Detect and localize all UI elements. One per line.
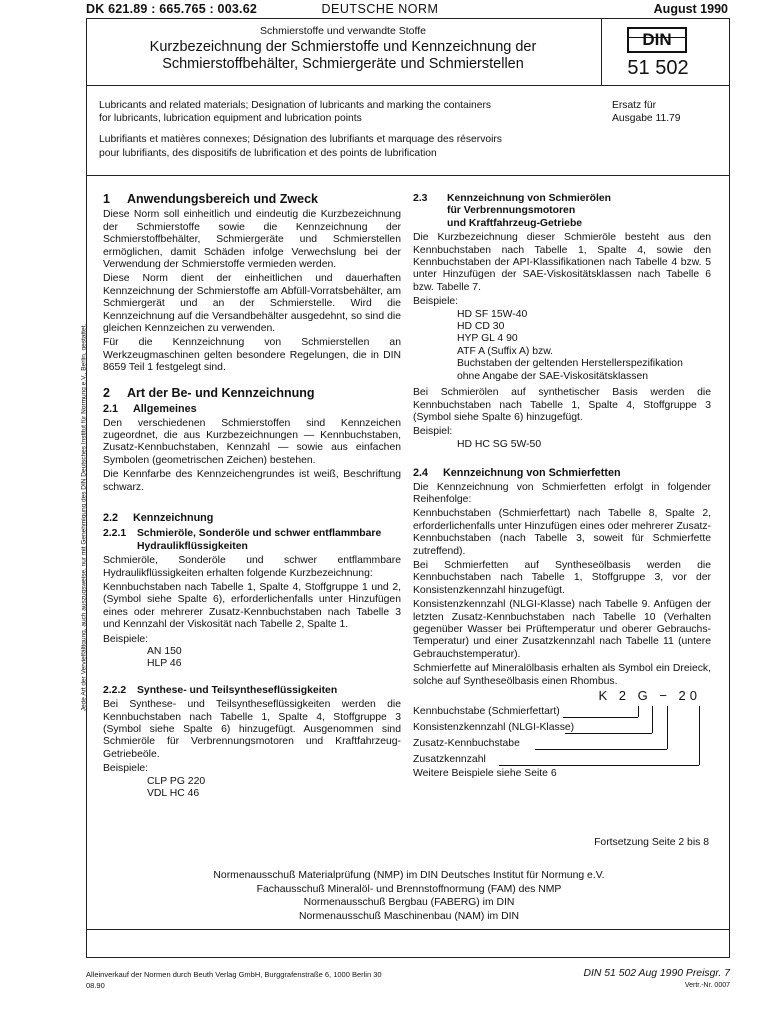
issue-date: August 1990 [653,2,728,16]
paragraph: Die Kennfarbe des Kennzeichengrundes ist weiß, Beschriftung schwarz. [103,469,401,493]
right-column [413,193,711,780]
copyright-vertical-note: Jede Art der Vervielfältigung, auch auszugsweise, nur mit Genehmigung des DIN Deutsches Institut für Normung e.V., Berlin, gestattet. [80,323,88,712]
further-examples-note: Weitere Beispiele siehe Seite 6 [413,768,557,780]
dk-number: DK 621.89 : 665.765 : 003.62 [86,2,257,16]
paragraph: Die Kurzbezeichnung dieser Schmieröle besteht aus den Kennbuchstaben nach Tabelle 1, Spalte 4, sowie den Kennbuchstaben der API-Klassifikationen nach Tabelle 4 bzw. 5 unter Hinzufügen der SAE-Viskositätsklassen nach Tabelle 6 bzw. Tabelle 7. [413,232,711,293]
din-number: 51 502 [627,57,689,79]
committees [87,869,731,923]
paragraph: Den verschiedenen Schmierstoffen sind Kennzeichen zugeordnet, die aus Kurzbezeichnungen — Kennbuchstaben, Zusatz-Kennbuchstaben, Kennzahl — sowie aus einfachen Symbolen (geometrischen Zeichen) bestehen. [103,417,401,466]
divider [87,85,729,86]
document-title: Kurzbezeichnung der Schmierstoffe und Kennzeichnung der Schmierstoffbehälter, Schmiergeräte und Schmierstellen [149,39,537,72]
examples-label: Beispiele: [103,633,149,645]
example: HD CD 30 [457,321,505,333]
example: HD HC SG 5W-50 [457,438,542,450]
subsection-heading: 2.4 Kennzeichnung von Schmierfetten [413,467,621,480]
subsection-heading: 2.1 Allgemeines [103,403,197,416]
paragraph: Für die Kennzeichnung von Schmierstellen an Werkzeugmaschinen gelten besondere Regelungen, die in DIN 8659 Teil 1 festgelegt sind. [103,337,401,374]
grease-code-example: K 2 G − 20 [598,688,701,704]
paragraph: Bei Synthese- und Teilsyntheseflüssigkeiten werden die Kennbuchstaben nach Tabelle 1, Spalte 4, Stoffgruppe 3 (Symbol siehe Spalte 6) hinzugefügt. Ausgenommen sind Schmieröle für Verbrennungsmotoren und Kraftfahrzeug-Getriebeöle. [103,699,401,760]
divider [87,175,729,176]
paragraph: Konsistenzkennzahl (NLGI-Klasse) nach Tabelle 9. Anfügen der letzten Zusatz-Kennbuchstaben nach Tabelle 10 (Verhalten gegenüber Wasser bei Prüftemperatur und oberer Gebrauchs-Temperatur) und einer Zusatzkennzahl nach Tabelle 11 (untere Gebrauchstemperatur). [413,599,711,660]
example: HYP GL 4 90 [457,333,518,345]
examples-label: Beispiele: [103,763,149,775]
subsubsection-heading: 2.2.1 Schmieröle, Sonderöle und schwer entflammbare Hydraulikflüssigkeiten [103,528,382,552]
norm-label: DEUTSCHE NORM [321,2,439,16]
paragraph: Schmieröle, Sonderöle und schwer entflammbare Hydraulikflüssigkeiten erhalten folgende Kurzbezeichnung: [103,555,401,579]
left-column [103,193,401,800]
footer-left: Alleinverkauf der Normen durch Beuth Verlag GmbH, Burggrafenstraße 6, 1000 Berlin 30 08.90 [86,970,382,990]
din-logo: DIN [627,27,687,53]
paragraph: Die Kennzeichnung von Schmierfetten erfolgt in folgender Reihenfolge: [413,481,711,505]
translated-titles: Lubricants and related materials; Designation of lubricants and marking the containers for lubricants, lubrication equipment and lubrication points Lubrifiants et matières connexes; Désignation des lubrifiants et marquage des réservoirs pour lubrifiants, des dispositifs de lubrification et des points de lubrification [99,100,502,159]
scheme-label: Zusatz-Kennbuchstabe [413,738,520,750]
paragraph: Schmierfette auf Mineralölbasis erhalten als Symbol ein Dreieck, solche auf Syntheseölbasis einen Rhombus. [413,663,711,687]
example-label: Beispiel: [413,426,453,438]
subject-line: Schmierstoffe und verwandte Stoffe [260,25,426,37]
committee: Normenausschuß Maschinenbau (NAM) im DIN [298,910,519,922]
committee: Fachausschuß Mineralöl- und Brennstoffnormung (FAM) des NMP [256,883,562,895]
paragraph: Diese Norm dient der einheitlichen und dauerhaften Kennzeichnung der Schmierstoffe am Abfüll-Vorratsbehälter, am Schmiergerät und an der Schmierstelle. Wird die Kennzeichnung auf die Versandbehälter ausgedehnt, so sind die gleichen Kennzeichen zu verwenden. [103,273,401,335]
example: ohne Angabe der SAE-Viskositätsklassen [457,370,648,382]
scheme-label: Kennbuchstabe (Schmierfettart) [413,706,560,718]
divider [87,929,729,930]
subsection-heading: 2.2 Kennzeichnung [103,511,214,524]
section-heading: 2 Art der Be- und Kennzeichnung [103,385,315,400]
example: Buchstaben der geltenden Herstellerspezifikation [457,358,683,370]
subsubsection-heading: 2.2.2 Synthese- und Teilsyntheseflüssigkeiten [103,684,338,696]
document-frame [86,18,730,958]
committee: Normenausschuß Materialprüfung (NMP) im DIN Deutsches Institut für Normung e.V. [213,870,605,881]
scheme-label: Konsistenzkennzahl (NLGI-Klasse) [413,722,575,734]
section-heading: 1 Anwendungsbereich und Zweck [103,192,318,206]
scheme-label: Zusatzkennzahl [413,754,486,766]
subsection-heading: 2.3 Kennzeichnung von Schmierölen für Verbrennungsmotoren und Kraftfahrzeug-Getriebe [413,193,611,229]
example: HD SF 15W-40 [457,308,528,320]
paragraph: Kennbuchstaben (Schmierfettart) nach Tabelle 8, Spalte 2, erforderlichenfalls unter Hinzufügen eines oder mehrerer Zusatz-Kennbuchstaben (nach Tabelle 3, soweit für Schmierfette zutreffend). [413,508,712,557]
footer-document-id: DIN 51 502 Aug 1990 Preisgr. 7 [583,968,730,979]
footer-vertr-nr: Vertr.-Nr. 0007 [684,982,730,989]
paragraph: Diese Norm soll einheitlich und eindeutig die Kurzbezeichnung der Schmierstoffe sowie die Kennzeichnung der Schmierstoffbehälter, Schmiergeräte und Schmierstellen ermöglichen, damit Schäden infolge Verwechslung bei der Verwendung der Schmierstoffe vermieden werden. [103,209,401,271]
committee: Normenausschuß Bergbau (FABERG) im DIN [303,897,515,908]
continuation-note: Fortsetzung Seite 2 bis 8 [594,837,709,848]
examples-label: Beispiele: [413,296,459,308]
paragraph: Kennbuchstaben nach Tabelle 1, Spalte 4, Stoffgruppe 1 und 2, (Symbol siehe Spalte 6), erforderlichenfalls unter Hinzufügen eines oder mehrerer Zusatz-Kennbuchstaben nach Tabelle 3 und Kennzahl der Viskosität nach Tabelle 2, Spalte 1. [103,581,401,631]
replaces-note: Ersatz für Ausgabe 11.79 [612,100,681,125]
example: VDL HC 46 [147,788,200,800]
example: ATF A (Suffix A) bzw. [457,345,554,357]
divider [601,19,602,85]
paragraph: Bei Schmierölen auf synthetischer Basis werden die Kennbuchstaben nach Tabelle 1, Spalte 4, Stoffgruppe 3 (Symbol siehe Spalte 6) hinzugefügt. [413,387,711,423]
example: AN 150 [147,646,182,657]
example: HLP 46 [147,658,182,670]
example: CLP PG 220 [147,775,206,787]
grease-code-scheme [413,690,711,768]
paragraph: Bei Schmierfetten auf Syntheseölbasis werden die Kennbuchstaben nach Tabelle 1, Stoffgruppe 3, vor der Konsistenzkennzahl hinzugefügt. [413,559,711,596]
